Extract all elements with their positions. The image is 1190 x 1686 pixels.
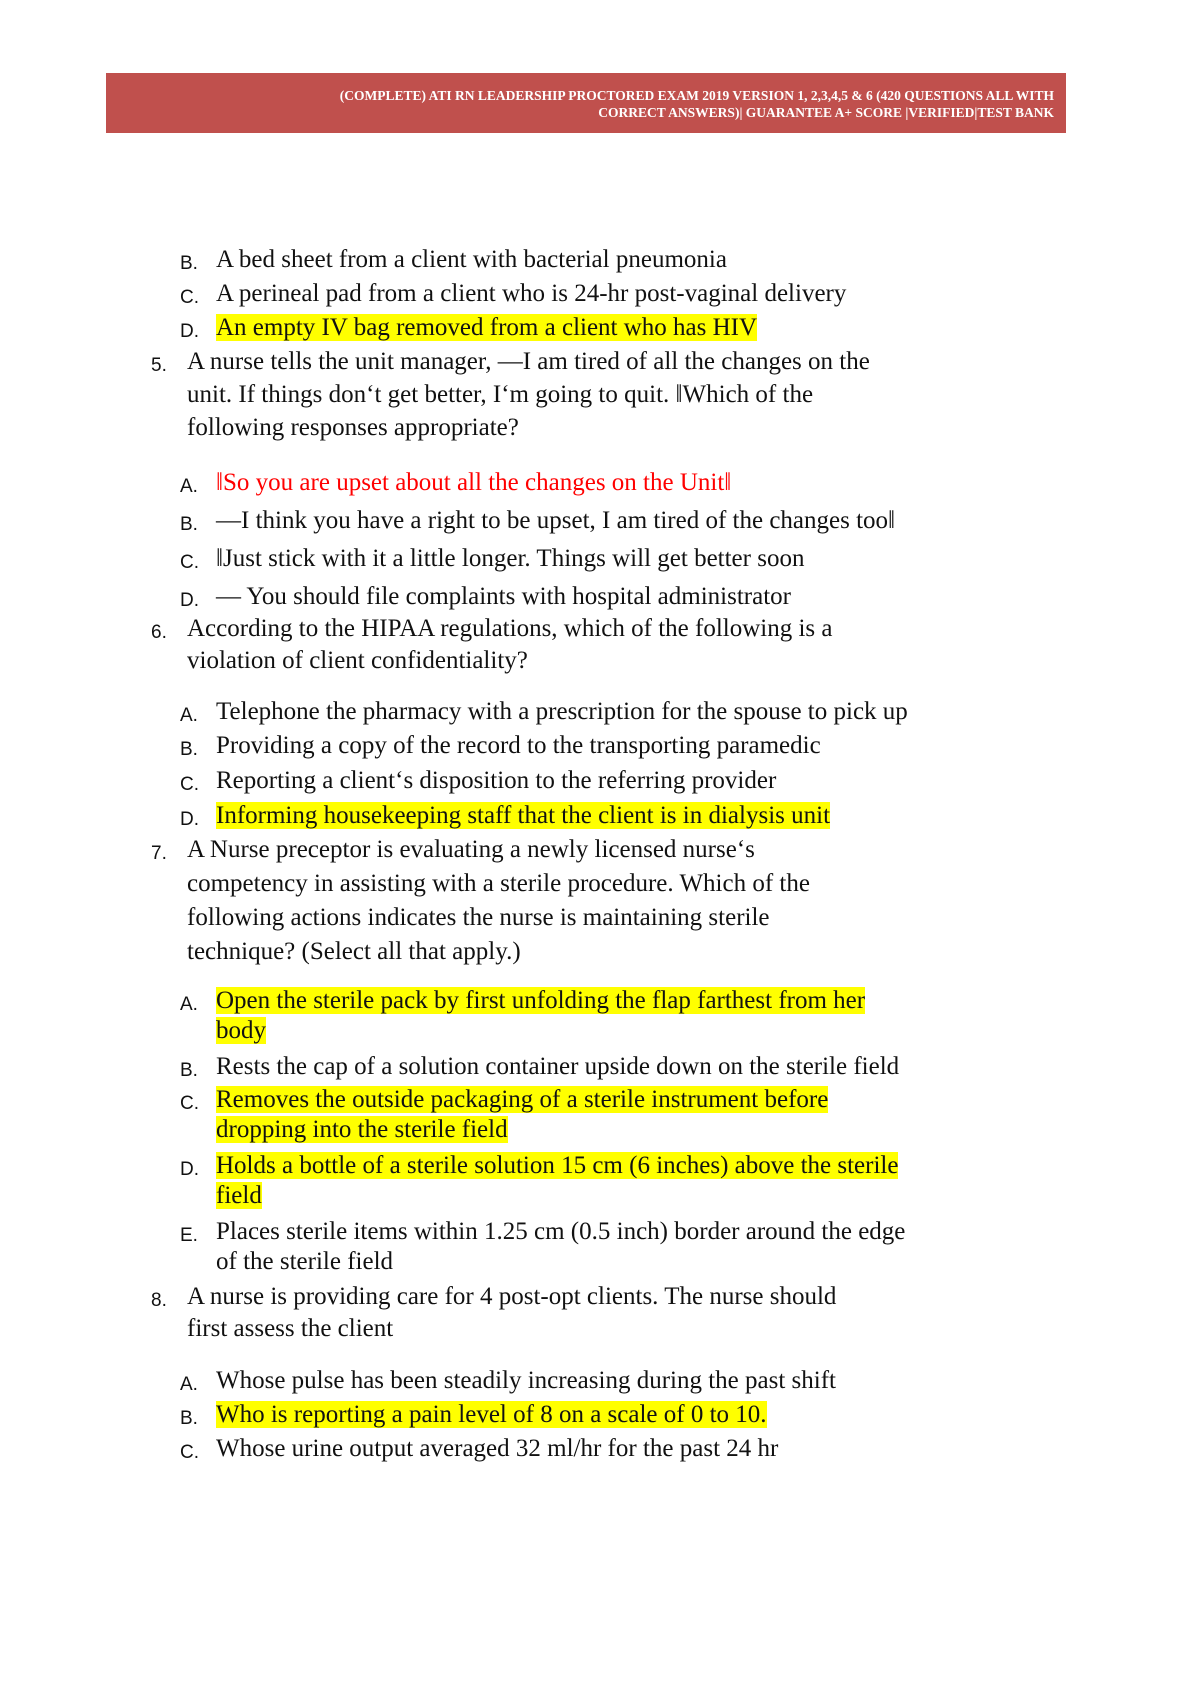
- option-letter: B.: [180, 1060, 198, 1081]
- highlighted-answer: Informing housekeeping staff that the client is in dialysis unit: [216, 802, 831, 829]
- option-letter: D.: [180, 321, 199, 342]
- option-letter: D.: [180, 809, 199, 830]
- highlighted-answer: An empty IV bag removed from a client who has HIV: [216, 314, 758, 341]
- option-letter: A.: [180, 476, 198, 497]
- question-line: unit. If things don‘t get better, I‘m going to quit. ‖Which of the: [187, 381, 814, 408]
- option-text: Whose pulse has been steadily increasing during the past shift: [216, 1367, 836, 1394]
- option-letter: B.: [180, 1408, 198, 1429]
- question-line: A Nurse preceptor is evaluating a newly licensed nurse‘s: [187, 836, 755, 863]
- question-number: 7.: [151, 843, 167, 864]
- question-line: According to the HIPAA regulations, which of the following is a: [187, 615, 833, 642]
- question-line: competency in assisting with a sterile procedure. Which of the: [187, 870, 810, 897]
- question-line: technique? (Select all that apply.): [187, 938, 521, 965]
- option-letter: B.: [180, 514, 198, 535]
- highlighted-answer: Who is reporting a pain level of 8 on a scale of 0 to 10.: [216, 1401, 767, 1428]
- option-letter: D.: [180, 590, 199, 611]
- question-number: 8.: [151, 1290, 167, 1311]
- option-letter: A.: [180, 705, 198, 726]
- option-text: ― You should file complaints with hospital administrator: [216, 583, 791, 610]
- option-letter: A.: [180, 1374, 198, 1395]
- option-letter: B.: [180, 253, 198, 274]
- highlighted-answer: Open the sterile pack by first unfolding the flap farthest from her: [216, 987, 866, 1014]
- banner-title: [174, 87, 1054, 121]
- question-number: 6.: [151, 622, 167, 643]
- highlighted-answer: body: [216, 1017, 266, 1044]
- red-answer: ‖So you are upset about all the changes on the Unit‖: [216, 469, 732, 496]
- question-line: violation of client confidentiality?: [187, 647, 528, 674]
- option-text: of the sterile field: [216, 1248, 394, 1275]
- question-line: A nurse is providing care for 4 post-opt clients. The nurse should: [187, 1283, 837, 1310]
- option-text: ―I think you have a right to be upset, I am tired of the changes too‖: [216, 507, 896, 534]
- question-line: first assess the client: [187, 1315, 394, 1342]
- option-letter: D.: [180, 1159, 199, 1180]
- option-text: A perineal pad from a client who is 24-hr post-vaginal delivery: [216, 280, 847, 307]
- question-line: following responses appropriate?: [187, 414, 519, 441]
- highlighted-answer: Removes the outside packaging of a sterile instrument before: [216, 1086, 829, 1113]
- option-letter: A.: [180, 994, 198, 1015]
- question-line: following actions indicates the nurse is maintaining sterile: [187, 904, 770, 931]
- header-banner: [106, 73, 1066, 133]
- option-letter: B.: [180, 739, 198, 760]
- option-letter: C.: [180, 774, 199, 795]
- banner-line-2: CORRECT ANSWERS)| GUARANTEE A+ SCORE |VERIFIED|TEST BANK: [598, 105, 1054, 120]
- option-text: Telephone the pharmacy with a prescription for the spouse to pick up: [216, 698, 908, 725]
- option-text: Places sterile items within 1.25 cm (0.5 inch) border around the edge: [216, 1218, 906, 1245]
- question-line: A nurse tells the unit manager, ―I am tired of all the changes on the: [187, 348, 870, 375]
- highlighted-answer: field: [216, 1182, 262, 1209]
- option-letter: E.: [180, 1225, 198, 1246]
- banner-line-1: (COMPLETE) ATI RN LEADERSHIP PROCTORED EXAM 2019 VERSION 1, 2,3,4,5 & 6 (420 QUESTIONS ALL WITH: [339, 88, 1054, 103]
- option-letter: C.: [180, 1093, 199, 1114]
- option-letter: C.: [180, 287, 199, 308]
- highlighted-answer: dropping into the sterile field: [216, 1116, 508, 1143]
- question-number: 5.: [151, 355, 167, 376]
- highlighted-answer: Holds a bottle of a sterile solution 15 cm (6 inches) above the sterile: [216, 1152, 899, 1179]
- option-text: Rests the cap of a solution container upside down on the sterile field: [216, 1053, 900, 1080]
- option-text: A bed sheet from a client with bacterial pneumonia: [216, 246, 727, 273]
- option-text: ‖Just stick with it a little longer. Things will get better soon: [216, 545, 805, 572]
- option-text: Providing a copy of the record to the transporting paramedic: [216, 732, 821, 759]
- option-letter: C.: [180, 1442, 199, 1463]
- option-letter: C.: [180, 552, 199, 573]
- option-text: Reporting a client‘s disposition to the referring provider: [216, 767, 777, 794]
- option-text: Whose urine output averaged 32 ml/hr for the past 24 hr: [216, 1435, 779, 1462]
